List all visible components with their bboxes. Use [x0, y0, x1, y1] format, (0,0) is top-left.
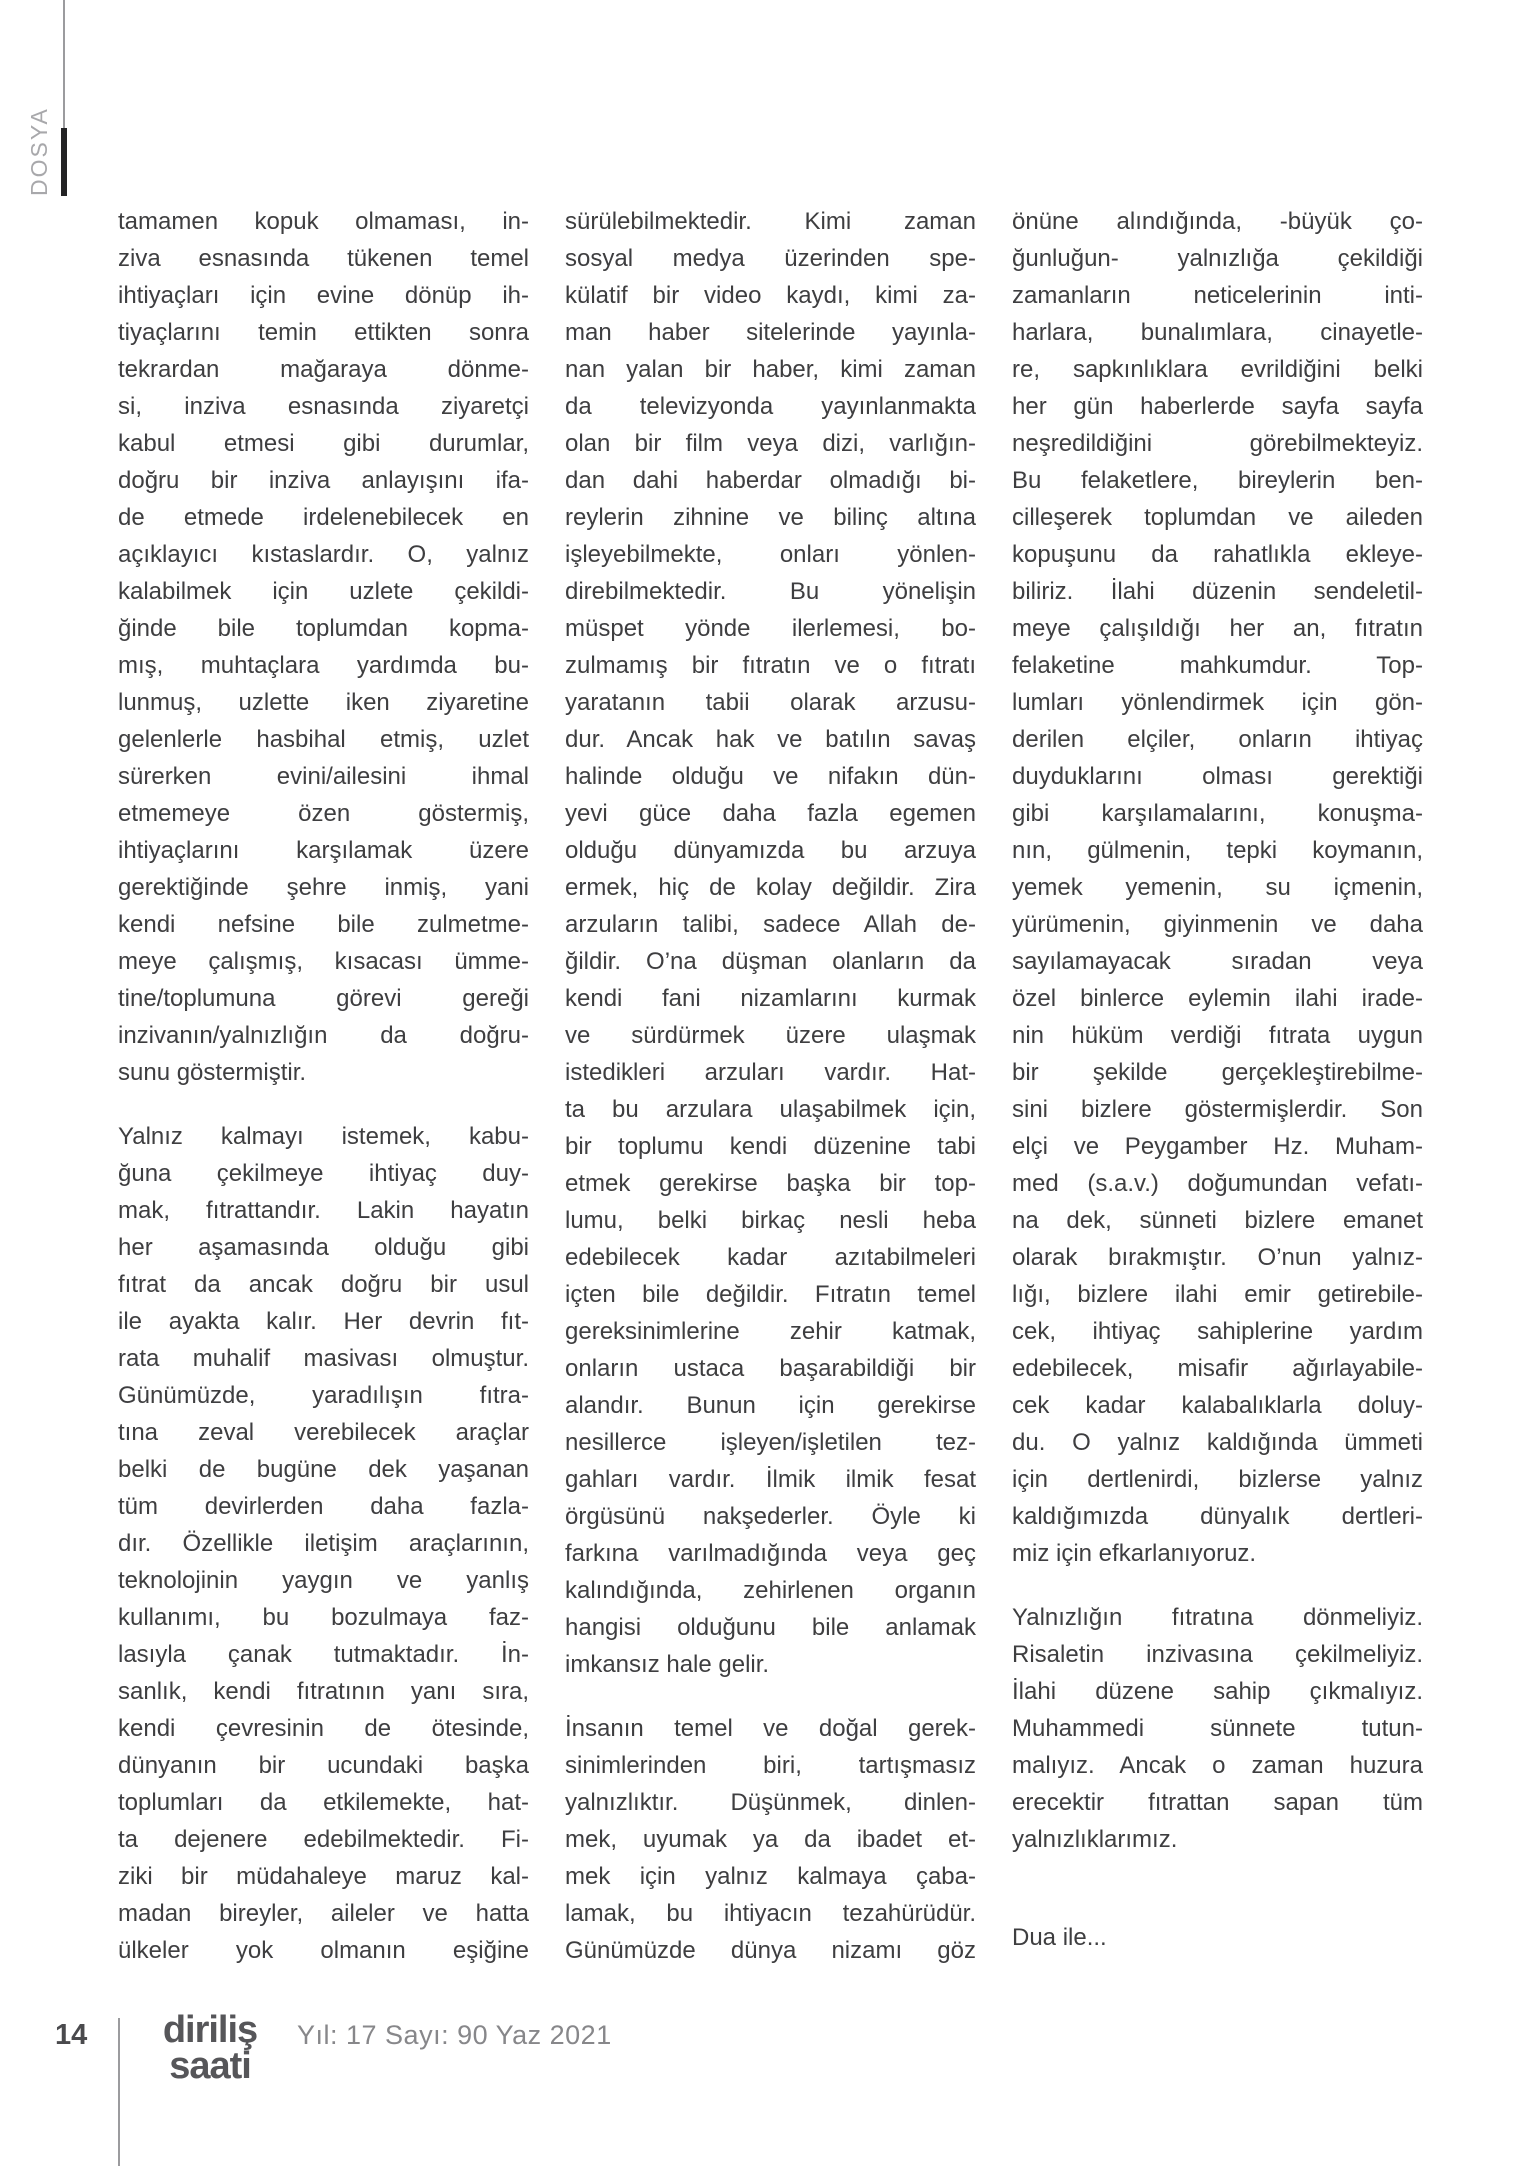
text-line: işleyebilmekte, onları yönlen- [565, 541, 976, 568]
text-line: ta bu arzulara ulaşabilmek için, [565, 1096, 976, 1123]
text-line: kalabilmek için uzlete çekildi- [118, 578, 529, 605]
text-line: kabul etmesi gibi durumlar, [118, 430, 529, 457]
text-line: alandır. Bunun için gerekirse [565, 1392, 976, 1419]
text-line: edebilecek, misafir ağırlayabile- [1012, 1355, 1423, 1382]
text-line: sürerken evini/ailesini ihmal [118, 763, 529, 790]
text-line: tamamen kopuk olmaması, in- [118, 208, 529, 235]
text-line: ülkeler yok olmanın eşiğine [118, 1937, 529, 1964]
text-line: meye çalışıldığı her an, fıtratın [1012, 615, 1423, 642]
text-line: mek için yalnız kalmaya çaba- [565, 1863, 976, 1890]
text-line: her gün haberlerde sayfa sayfa [1012, 393, 1423, 420]
text-line: lamak, bu ihtiyacın tezahürüdür. [565, 1900, 976, 1927]
text-line: müspet yönde ilerlemesi, bo- [565, 615, 976, 642]
paragraph [1012, 1599, 1423, 1858]
text-line: Günümüzde dünya nizamı göz [565, 1937, 976, 1964]
text-line: direbilmektedir. Bu yönelişin [565, 578, 976, 605]
text-column-1 [118, 203, 529, 1969]
text-line: da televizyonda yayınlanmakta [565, 393, 976, 420]
text-line: derilen elçiler, onların ihtiyaç [1012, 726, 1423, 753]
text-line: dan dahi haberdar olmadığı bi- [565, 467, 976, 494]
text-line: kendi fani nizamlarını kurmak [565, 985, 976, 1012]
paragraph [118, 1118, 529, 1969]
text-column-3 [1012, 203, 1423, 1969]
text-line: gereksinimlerine zehir katmak, [565, 1318, 976, 1345]
text-line: meye çalışmış, kısacası ümme- [118, 948, 529, 975]
text-line: ta dejenere edebilmektedir. Fi- [118, 1826, 529, 1853]
text-line: madan bireyler, aileler ve hatta [118, 1900, 529, 1927]
page-number: 14 [55, 2019, 88, 2051]
text-line: lunmuş, uzlette iken ziyaretine [118, 689, 529, 716]
text-line: sanlık, kendi fıtratının yanı sıra, [118, 1678, 529, 1705]
paragraph [1012, 203, 1423, 1572]
text-line: İnsanın temel ve doğal gerek- [565, 1715, 976, 1742]
text-line: miz için efkarlanıyoruz. [1012, 1540, 1257, 1567]
text-line: Bu felaketlere, bireylerin ben- [1012, 467, 1423, 494]
text-line: olduğu dünyamızda bu arzuya [565, 837, 976, 864]
text-line: Günümüzde, yaradılışın fıtra- [118, 1382, 529, 1409]
text-line: yevi güce daha fazla egemen [565, 800, 976, 827]
text-line: ğinde bile toplumdan kopma- [118, 615, 529, 642]
text-line: içten bile değildir. Fıtratın temel [565, 1281, 976, 1308]
text-line: her aşamasında olduğu gibi [118, 1234, 529, 1261]
text-line: özel binlerce eylemin ilahi irade- [1012, 985, 1423, 1012]
text-line: rata muhalif masivası olmuştur. [118, 1345, 529, 1372]
text-line: malıyız. Ancak o zaman huzura [1012, 1752, 1423, 1779]
text-line: mış, muhtaçlara yardımda bu- [118, 652, 529, 679]
text-line: tekrardan mağaraya dönme- [118, 356, 529, 383]
text-line: kendi çevresinin de ötesinde, [118, 1715, 529, 1742]
text-line: yemek yemenin, su içmenin, [1012, 874, 1423, 901]
text-line: halinde olduğu ve nifakın dün- [565, 763, 976, 790]
text-line: de etmede irdelenebilecek en [118, 504, 529, 531]
text-line: bir toplumu kendi düzenine tabi [565, 1133, 976, 1160]
text-line: sayılamayacak sıradan veya [1012, 948, 1423, 975]
text-line: yaratanın tabii olarak arzusu- [565, 689, 976, 716]
text-line: doğru bir inziva anlayışını ifa- [118, 467, 529, 494]
text-line: cek kadar kalabalıklarla doluy- [1012, 1392, 1423, 1419]
text-line: nesillerce işleyen/işletilen tez- [565, 1429, 976, 1456]
text-line: kaldığımızda dünyalık dertleri- [1012, 1503, 1423, 1530]
footer-rule [118, 2018, 120, 2166]
text-line: Muhammedi sünnete tutun- [1012, 1715, 1423, 1742]
text-line: fıtrat da ancak doğru bir usul [118, 1271, 529, 1298]
text-line: ihtiyaçları için evine dönüp ih- [118, 282, 529, 309]
text-line: arzuların talibi, sadece Allah de- [565, 911, 976, 938]
paragraph [1012, 1919, 1423, 1956]
text-column-2 [565, 203, 976, 1969]
text-line: imkansız hale gelir. [565, 1651, 770, 1678]
text-line: ğildir. O’na düşman olanların da [565, 948, 976, 975]
paragraph [118, 203, 529, 1091]
text-line: re, sapkınlıklara evrildiğini belki [1012, 356, 1423, 383]
text-line: için dertlenirdi, bizlerse yalnız [1012, 1466, 1423, 1493]
text-line: zamanların neticelerinin inti- [1012, 282, 1423, 309]
text-line: İlahi düzene sahip çıkmalıyız. [1012, 1678, 1423, 1705]
text-line: lığı, bizlere ilahi emir getirebile- [1012, 1281, 1423, 1308]
text-line: felaketine mahkumdur. Top- [1012, 652, 1423, 679]
text-line: hangisi olduğunu bile anlamak [565, 1614, 976, 1641]
text-line: yalnızlıklarımız. [1012, 1826, 1178, 1853]
text-line: Yalnızlığın fıtratına dönmeliyiz. [1012, 1604, 1423, 1631]
text-line: lasıyla çanak tutmaktadır. İn- [118, 1641, 529, 1668]
text-line: mak, fıtrattandır. Lakin hayatın [118, 1197, 529, 1224]
text-line: sosyal medya üzerinden spe- [565, 245, 976, 272]
text-line: dır. Özellikle iletişim araçlarının, [118, 1530, 529, 1557]
text-line: cek, ihtiyaç sahiplerine yardım [1012, 1318, 1423, 1345]
text-line: erecektir fıtrattan sapan tüm [1012, 1789, 1423, 1816]
text-line: biliriz. İlahi düzenin sendeletil- [1012, 578, 1423, 605]
issue-info: Yıl: 17 Sayı: 90 Yaz 2021 [297, 2020, 612, 2050]
text-line: duyduklarını olması gerektiği [1012, 763, 1423, 790]
paragraph [565, 203, 976, 1683]
text-line: inzivanın/yalnızlığın da doğru- [118, 1022, 529, 1049]
text-line: ve sürdürmek üzere ulaşmak [565, 1022, 976, 1049]
text-line: istedikleri arzuları vardır. Hat- [565, 1059, 976, 1086]
article-body [118, 203, 1423, 1969]
text-line: ile ayakta kalır. Her devrin fıt- [118, 1308, 529, 1335]
text-line: Risaletin inzivasına çekilmeliyiz. [1012, 1641, 1423, 1668]
text-line: etmek gerekirse başka bir top- [565, 1170, 976, 1197]
text-line: ğunluğun- yalnızlığa çekildiği [1012, 245, 1423, 272]
text-line: kullanımı, bu bozulmaya faz- [118, 1604, 529, 1631]
text-line: olarak bırakmıştır. O’nun yalnız- [1012, 1244, 1423, 1271]
text-line: toplumları da etkilemekte, hat- [118, 1789, 529, 1816]
text-line: örgüsünü nakşederler. Öyle ki [565, 1503, 976, 1530]
text-line: dünyanın bir ucundaki başka [118, 1752, 529, 1779]
text-line: gahları vardır. İlmik ilmik fesat [565, 1466, 976, 1493]
text-line: kalındığında, zehirlenen organın [565, 1577, 976, 1604]
section-label: DOSYA [26, 107, 52, 196]
text-line: elçi ve Peygamber Hz. Muham- [1012, 1133, 1423, 1160]
section-rule-thick [61, 128, 67, 196]
text-line: harlara, bunalımlara, cinayetle- [1012, 319, 1423, 346]
text-line: gelenlerle hasbihal etmiş, uzlet [118, 726, 529, 753]
text-line: tine/toplumuna görevi gereği [118, 985, 529, 1012]
text-line: belki de bugüne dek yaşanan [118, 1456, 529, 1483]
text-line: edebilecek kadar azıtabilmeleri [565, 1244, 976, 1271]
text-line: açıklayıcı kıstaslardır. O, yalnız [118, 541, 529, 568]
text-line: olan bir film veya dizi, varlığın- [565, 430, 976, 457]
text-line: sinimlerinden biri, tartışmasız [565, 1752, 976, 1779]
section-rule-thin [63, 0, 65, 128]
text-line: Dua ile... [1012, 1924, 1107, 1951]
text-line: tiyaçlarını temin ettikten sonra [118, 319, 529, 346]
text-line: na dek, sünneti bizlere emanet [1012, 1207, 1423, 1234]
text-line: lumları yönlendirmek için gön- [1012, 689, 1423, 716]
text-line: dur. Ancak hak ve batılın savaş [565, 726, 976, 753]
magazine-logo-line2: saati [169, 2045, 251, 2087]
text-line: yürümenin, giyinmenin ve daha [1012, 911, 1423, 938]
text-line: bir şekilde gerçekleştirebilme- [1012, 1059, 1423, 1086]
text-line: ihtiyaçlarını karşılamak üzere [118, 837, 529, 864]
text-line: kopuşunu da rahatlıkla ekleye- [1012, 541, 1423, 568]
text-line: külatif bir video kaydı, kimi za- [565, 282, 976, 309]
text-line: gibi karşılamalarını, konuşma- [1012, 800, 1423, 827]
text-line: si, inziva esnasında ziyaretçi [118, 393, 529, 420]
text-line: gerektiğinde şehre inmiş, yani [118, 874, 529, 901]
text-line: onların ustaca başarabildiği bir [565, 1355, 976, 1382]
text-line: du. O yalnız kaldığında ümmeti [1012, 1429, 1423, 1456]
text-line: nin hüküm verdiği fıtrata uygun [1012, 1022, 1423, 1049]
text-line: teknolojinin yaygın ve yanlış [118, 1567, 529, 1594]
text-line: sini bizlere göstermişlerdir. Son [1012, 1096, 1423, 1123]
text-line: man haber sitelerinde yayınla- [565, 319, 976, 346]
text-line: zulmamış bir fıtratın ve o fıtratı [565, 652, 976, 679]
text-line: etmemeye özen göstermiş, [118, 800, 529, 827]
text-line: tına zeval verebilecek araçlar [118, 1419, 529, 1446]
text-line: farkına varılmadığında veya geç [565, 1540, 976, 1567]
text-line: nan yalan bir haber, kimi zaman [565, 356, 976, 383]
text-line: mek, uyumak ya da ibadet et- [565, 1826, 976, 1853]
paragraph [565, 1710, 976, 1969]
text-line: yalnızlıktır. Düşünmek, dinlen- [565, 1789, 976, 1816]
magazine-logo-line1: diriliş [162, 2009, 258, 2051]
text-line: tüm devirlerden daha fazla- [118, 1493, 529, 1520]
magazine-logo [151, 2009, 269, 2087]
text-line: Yalnız kalmayı istemek, kabu- [118, 1123, 529, 1150]
text-line: cilleşerek toplumdan ve aileden [1012, 504, 1423, 531]
text-line: nın, gülmenin, tepki koymanın, [1012, 837, 1423, 864]
text-line: ermek, hiç de kolay değildir. Zira [565, 874, 976, 901]
text-line: sunu göstermiştir. [118, 1059, 307, 1086]
text-line: ziki bir müdahaleye maruz kal- [118, 1863, 529, 1890]
text-line: sürülebilmektedir. Kimi zaman [565, 208, 976, 235]
text-line: önüne alındığında, -büyük ço- [1012, 208, 1423, 235]
text-line: kendi nefsine bile zulmetme- [118, 911, 529, 938]
text-line: reylerin zihnine ve bilinç altına [565, 504, 976, 531]
text-line: ğuna çekilmeye ihtiyaç duy- [118, 1160, 529, 1187]
text-line: med (s.a.v.) doğumundan vefatı- [1012, 1170, 1423, 1197]
text-line: ziva esnasında tükenen temel [118, 245, 529, 272]
text-line: lumu, belki birkaç nesli heba [565, 1207, 976, 1234]
text-line: neşredildiğini görebilmekteyiz. [1012, 430, 1423, 457]
